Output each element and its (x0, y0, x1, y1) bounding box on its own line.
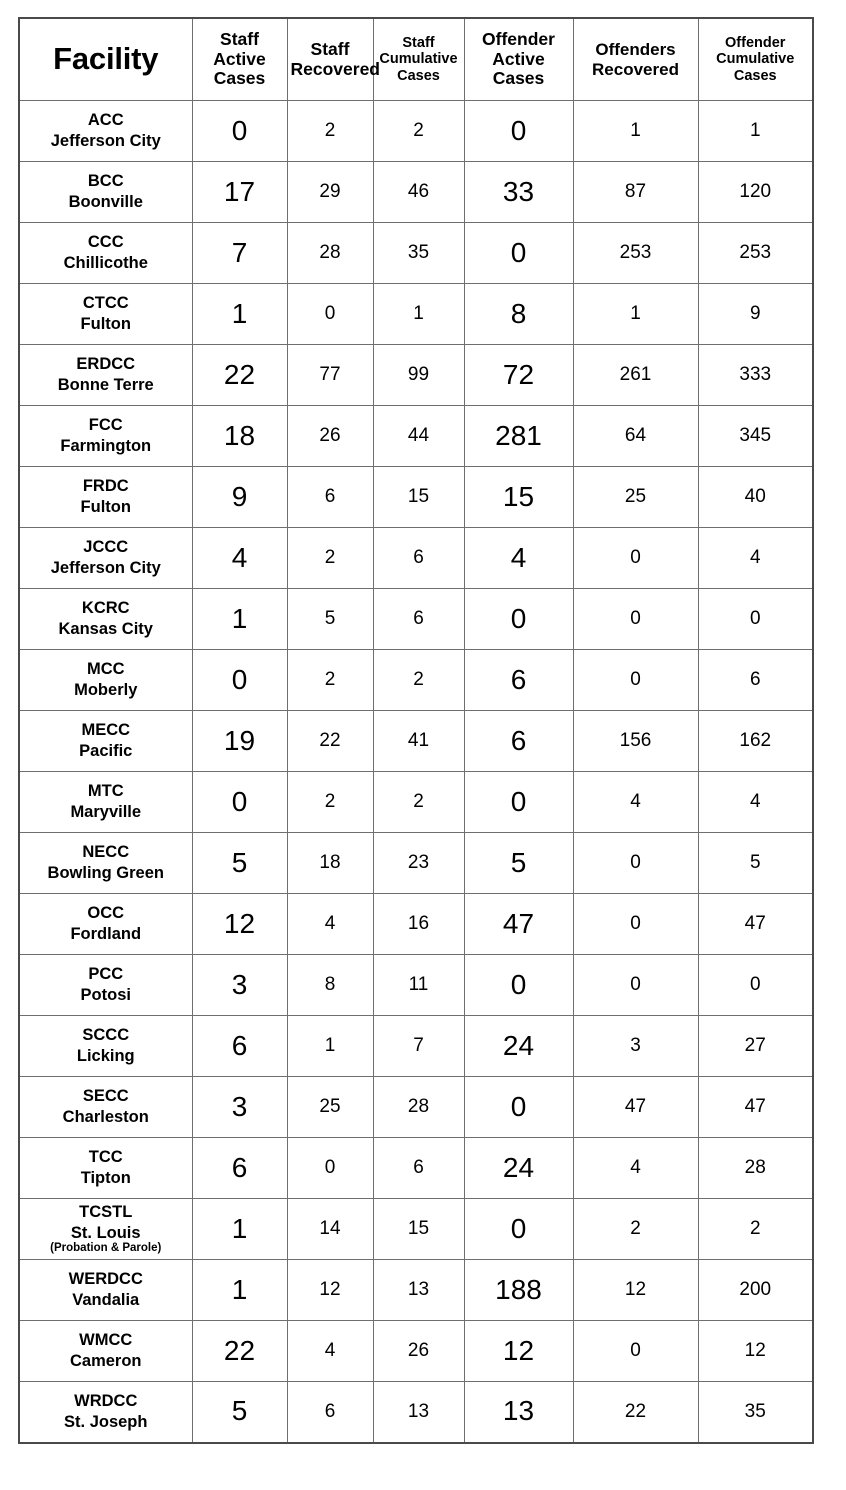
offenders-recovered-cell: 0 (573, 650, 698, 711)
facility-name-cell (19, 1077, 192, 1138)
facility-location: Tipton (80, 1169, 131, 1187)
facility-name-cell (19, 1260, 192, 1321)
offenders-recovered-cell: 261 (573, 345, 698, 406)
offender-active-cases-cell: 0 (464, 223, 573, 284)
facility-name-cell (19, 528, 192, 589)
table-row (19, 1382, 813, 1443)
header-line-2: Cumulative (379, 51, 458, 68)
staff-active-cases-cell: 0 (192, 650, 287, 711)
offender-cumulative-cases-cell: 4 (698, 772, 813, 833)
staff-cumulative-cases-cell: 41 (373, 711, 464, 772)
header-row (19, 18, 813, 101)
staff-active-cases-cell: 22 (192, 1321, 287, 1382)
column-header-offender-cumulative-cases (698, 18, 813, 101)
offenders-recovered-cell: 156 (573, 711, 698, 772)
staff-recovered-cell: 22 (287, 711, 373, 772)
header-line-1: Staff (310, 38, 350, 59)
offender-active-cases-cell: 72 (464, 345, 573, 406)
table-row (19, 955, 813, 1016)
staff-active-cases-cell: 0 (192, 101, 287, 162)
facility-code: ACC (87, 111, 124, 130)
staff-cumulative-cases-cell: 35 (373, 223, 464, 284)
facility-location: Potosi (80, 986, 131, 1004)
facility-location: Farmington (60, 437, 152, 455)
facility-name-cell (19, 467, 192, 528)
staff-cumulative-cases-cell: 11 (373, 955, 464, 1016)
facility-name-cell (19, 406, 192, 467)
facility-code: JCCC (83, 538, 129, 557)
table-row (19, 1321, 813, 1382)
facility-location: Charleston (62, 1108, 149, 1126)
facility-location: Fulton (80, 498, 131, 516)
offenders-recovered-cell: 0 (573, 833, 698, 894)
staff-recovered-cell: 77 (287, 345, 373, 406)
staff-cumulative-cases-cell: 44 (373, 406, 464, 467)
staff-active-cases-cell: 1 (192, 589, 287, 650)
header-line-1: Offenders (595, 40, 676, 60)
facility-name-cell (19, 955, 192, 1016)
offender-cumulative-cases-cell: 0 (698, 955, 813, 1016)
facility-name-cell (19, 1138, 192, 1199)
staff-cumulative-cases-cell: 1 (373, 284, 464, 345)
column-header-offenders-recovered (573, 18, 698, 101)
staff-recovered-cell: 2 (287, 101, 373, 162)
table-row (19, 1138, 813, 1199)
offender-cumulative-cases-cell: 5 (698, 833, 813, 894)
facility-code: FCC (88, 416, 123, 435)
table-body (19, 101, 813, 1443)
offender-cumulative-cases-cell: 47 (698, 1077, 813, 1138)
header-line-2: Recovered (592, 59, 679, 79)
offender-cumulative-cases-cell: 333 (698, 345, 813, 406)
offender-cumulative-cases-cell: 28 (698, 1138, 813, 1199)
offenders-recovered-cell: 12 (573, 1260, 698, 1321)
offenders-recovered-cell: 0 (573, 528, 698, 589)
offender-active-cases-cell: 281 (464, 406, 573, 467)
staff-cumulative-cases-cell: 13 (373, 1260, 464, 1321)
offenders-recovered-cell: 253 (573, 223, 698, 284)
facility-name-cell (19, 162, 192, 223)
facility-name-cell (19, 101, 192, 162)
header-line-3: Cases (492, 68, 545, 89)
table-row (19, 650, 813, 711)
staff-recovered-cell: 5 (287, 589, 373, 650)
facility-location: Fordland (70, 925, 142, 943)
offenders-recovered-cell: 87 (573, 162, 698, 223)
offenders-recovered-cell: 0 (573, 589, 698, 650)
staff-cumulative-cases-cell: 2 (373, 101, 464, 162)
offender-active-cases-cell: 0 (464, 772, 573, 833)
facility-location: Fulton (80, 315, 131, 333)
facility-name-cell (19, 284, 192, 345)
staff-active-cases-cell: 5 (192, 1382, 287, 1443)
facility-name-cell (19, 711, 192, 772)
offender-active-cases-cell: 8 (464, 284, 573, 345)
staff-active-cases-cell: 6 (192, 1138, 287, 1199)
staff-active-cases-cell: 18 (192, 406, 287, 467)
column-header-staff-recovered (287, 18, 380, 101)
table-row (19, 101, 813, 162)
header-line-2: Cumulative (716, 51, 795, 68)
staff-recovered-cell: 12 (287, 1260, 373, 1321)
staff-cumulative-cases-cell: 26 (373, 1321, 464, 1382)
staff-recovered-cell: 2 (287, 772, 373, 833)
facility-location: Vandalia (72, 1291, 140, 1309)
facility-code: SCCC (82, 1026, 130, 1045)
offender-cumulative-cases-cell: 6 (698, 650, 813, 711)
staff-recovered-cell: 6 (287, 467, 373, 528)
staff-recovered-cell: 29 (287, 162, 373, 223)
facility-name-cell (19, 772, 192, 833)
staff-active-cases-cell: 1 (192, 284, 287, 345)
offender-cumulative-cases-cell: 47 (698, 894, 813, 955)
staff-cumulative-cases-cell: 6 (373, 589, 464, 650)
staff-recovered-cell: 4 (287, 1321, 373, 1382)
facility-code: MECC (81, 721, 131, 740)
facility-code: WERDCC (68, 1270, 143, 1289)
facility-name-cell (19, 650, 192, 711)
facility-location: Kansas City (58, 620, 153, 638)
table-row (19, 1016, 813, 1077)
table-row (19, 1199, 813, 1260)
header-line-3: Cases (733, 67, 777, 84)
facility-name-cell (19, 589, 192, 650)
staff-active-cases-cell: 1 (192, 1199, 287, 1260)
staff-active-cases-cell: 17 (192, 162, 287, 223)
offenders-recovered-cell: 4 (573, 772, 698, 833)
table-row (19, 223, 813, 284)
column-header-facility: Facility (19, 18, 192, 101)
offender-active-cases-cell: 6 (464, 711, 573, 772)
facility-location: Licking (76, 1047, 135, 1065)
staff-active-cases-cell: 12 (192, 894, 287, 955)
offenders-recovered-cell: 64 (573, 406, 698, 467)
facility-note: (Probation & Parole) (50, 1242, 162, 1255)
facility-name-cell (19, 833, 192, 894)
offenders-recovered-cell: 0 (573, 894, 698, 955)
facility-name-cell (19, 223, 192, 284)
table-row (19, 894, 813, 955)
offenders-recovered-cell: 3 (573, 1016, 698, 1077)
offenders-recovered-cell: 1 (573, 101, 698, 162)
column-header-staff-cumulative-cases (373, 18, 464, 101)
offender-cumulative-cases-cell: 345 (698, 406, 813, 467)
staff-recovered-cell: 6 (287, 1382, 373, 1443)
facility-location: Bowling Green (47, 864, 164, 882)
offender-active-cases-cell: 188 (464, 1260, 573, 1321)
header-line-2: Recovered (290, 58, 380, 79)
offender-cumulative-cases-cell: 0 (698, 589, 813, 650)
table-row (19, 284, 813, 345)
offender-cumulative-cases-cell: 253 (698, 223, 813, 284)
table-row (19, 1077, 813, 1138)
table-row (19, 467, 813, 528)
offender-cumulative-cases-cell: 12 (698, 1321, 813, 1382)
facility-code: MTC (87, 782, 124, 801)
staff-active-cases-cell: 3 (192, 955, 287, 1016)
staff-active-cases-cell: 0 (192, 772, 287, 833)
facility-code: MCC (86, 660, 125, 679)
facility-code: FRDC (82, 477, 129, 496)
facility-location: Jefferson City (50, 559, 161, 577)
offender-active-cases-cell: 4 (464, 528, 573, 589)
column-header-staff-active-cases (192, 18, 287, 101)
offender-cumulative-cases-cell: 9 (698, 284, 813, 345)
staff-cumulative-cases-cell: 16 (373, 894, 464, 955)
offender-cumulative-cases-cell: 2 (698, 1199, 813, 1260)
staff-cumulative-cases-cell: 46 (373, 162, 464, 223)
offenders-recovered-cell: 47 (573, 1077, 698, 1138)
facility-code: BCC (87, 172, 124, 191)
staff-cumulative-cases-cell: 2 (373, 772, 464, 833)
offenders-recovered-cell: 1 (573, 284, 698, 345)
facility-code: TCC (88, 1148, 123, 1167)
offender-active-cases-cell: 6 (464, 650, 573, 711)
offender-cumulative-cases-cell: 27 (698, 1016, 813, 1077)
offenders-recovered-cell: 0 (573, 955, 698, 1016)
staff-recovered-cell: 2 (287, 650, 373, 711)
table-row (19, 589, 813, 650)
facility-location: Cameron (69, 1352, 142, 1370)
facility-name-cell (19, 1321, 192, 1382)
facility-code: CTCC (82, 294, 129, 313)
header-line-2: Active (213, 48, 266, 69)
offender-active-cases-cell: 0 (464, 101, 573, 162)
header-line-1: Staff (220, 29, 259, 50)
staff-recovered-cell: 0 (287, 284, 373, 345)
table-row (19, 162, 813, 223)
facility-location: Jefferson City (50, 132, 161, 150)
staff-cumulative-cases-cell: 15 (373, 1199, 464, 1260)
facility-code: ERDCC (76, 355, 136, 374)
facility-code: NECC (82, 843, 130, 862)
facility-code: PCC (88, 965, 124, 984)
staff-recovered-cell: 8 (287, 955, 373, 1016)
facility-location: St. Louis (70, 1223, 141, 1242)
facility-name-cell (19, 345, 192, 406)
staff-active-cases-cell: 3 (192, 1077, 287, 1138)
staff-cumulative-cases-cell: 6 (373, 528, 464, 589)
offender-active-cases-cell: 13 (464, 1382, 573, 1443)
offenders-recovered-cell: 2 (573, 1199, 698, 1260)
header-line-3: Cases (397, 67, 440, 84)
staff-active-cases-cell: 4 (192, 528, 287, 589)
facility-name-cell (19, 1382, 192, 1443)
table-row (19, 345, 813, 406)
offender-cumulative-cases-cell: 4 (698, 528, 813, 589)
staff-cumulative-cases-cell: 28 (373, 1077, 464, 1138)
header-line-2: Active (492, 48, 545, 69)
table-header (19, 18, 813, 101)
table-row (19, 772, 813, 833)
staff-cumulative-cases-cell: 23 (373, 833, 464, 894)
staff-recovered-cell: 28 (287, 223, 373, 284)
facility-code: WRDCC (74, 1392, 138, 1411)
facility-code: WMCC (79, 1331, 133, 1350)
staff-recovered-cell: 26 (287, 406, 373, 467)
staff-active-cases-cell: 1 (192, 1260, 287, 1321)
table-row (19, 711, 813, 772)
offender-active-cases-cell: 15 (464, 467, 573, 528)
facility-case-table (18, 17, 814, 1444)
offenders-recovered-cell: 0 (573, 1321, 698, 1382)
facility-location: Pacific (79, 742, 133, 760)
facility-name-cell (19, 894, 192, 955)
staff-recovered-cell: 25 (287, 1077, 373, 1138)
staff-recovered-cell: 18 (287, 833, 373, 894)
header-line-1: Offender (482, 29, 555, 50)
offender-active-cases-cell: 0 (464, 955, 573, 1016)
offenders-recovered-cell: 22 (573, 1382, 698, 1443)
table-row (19, 1260, 813, 1321)
offender-cumulative-cases-cell: 120 (698, 162, 813, 223)
offender-cumulative-cases-cell: 35 (698, 1382, 813, 1443)
staff-recovered-cell: 1 (287, 1016, 373, 1077)
facility-location: Moberly (74, 681, 138, 699)
staff-recovered-cell: 4 (287, 894, 373, 955)
header-line-1: Staff (402, 35, 435, 52)
offender-active-cases-cell: 24 (464, 1138, 573, 1199)
offender-active-cases-cell: 5 (464, 833, 573, 894)
offender-active-cases-cell: 0 (464, 1077, 573, 1138)
header-line-1: Offender (725, 35, 786, 52)
offender-cumulative-cases-cell: 40 (698, 467, 813, 528)
offenders-recovered-cell: 4 (573, 1138, 698, 1199)
staff-cumulative-cases-cell: 6 (373, 1138, 464, 1199)
facility-code: TCSTL (79, 1202, 133, 1221)
staff-cumulative-cases-cell: 99 (373, 345, 464, 406)
staff-cumulative-cases-cell: 2 (373, 650, 464, 711)
facility-location: Boonville (68, 193, 143, 211)
table-row (19, 833, 813, 894)
facility-name-cell (19, 1016, 192, 1077)
facility-location: Bonne Terre (57, 376, 154, 394)
staff-active-cases-cell: 5 (192, 833, 287, 894)
facility-location: Chillicothe (63, 254, 148, 272)
staff-cumulative-cases-cell: 15 (373, 467, 464, 528)
facility-code: SECC (82, 1087, 129, 1106)
facility-location: Maryville (70, 803, 142, 821)
offender-active-cases-cell: 0 (464, 589, 573, 650)
offenders-recovered-cell: 25 (573, 467, 698, 528)
staff-recovered-cell: 0 (287, 1138, 373, 1199)
staff-active-cases-cell: 22 (192, 345, 287, 406)
offender-active-cases-cell: 47 (464, 894, 573, 955)
table-row (19, 406, 813, 467)
staff-recovered-cell: 14 (287, 1199, 373, 1260)
staff-active-cases-cell: 19 (192, 711, 287, 772)
staff-cumulative-cases-cell: 7 (373, 1016, 464, 1077)
staff-cumulative-cases-cell: 13 (373, 1382, 464, 1443)
offender-cumulative-cases-cell: 162 (698, 711, 813, 772)
header-line-3: Cases (213, 68, 266, 89)
facility-location: St. Joseph (64, 1412, 148, 1431)
facility-code: OCC (87, 904, 125, 923)
offender-cumulative-cases-cell: 200 (698, 1260, 813, 1321)
offender-active-cases-cell: 12 (464, 1321, 573, 1382)
facility-case-table-container (18, 17, 812, 1444)
facility-name-cell (19, 1199, 192, 1260)
facility-code: CCC (87, 233, 124, 252)
staff-active-cases-cell: 9 (192, 467, 287, 528)
staff-active-cases-cell: 6 (192, 1016, 287, 1077)
offender-active-cases-cell: 24 (464, 1016, 573, 1077)
column-header-offender-active-cases (464, 18, 573, 101)
offender-active-cases-cell: 0 (464, 1199, 573, 1260)
staff-active-cases-cell: 7 (192, 223, 287, 284)
staff-recovered-cell: 2 (287, 528, 373, 589)
offender-cumulative-cases-cell: 1 (698, 101, 813, 162)
facility-code: KCRC (81, 599, 130, 618)
table-row (19, 528, 813, 589)
offender-active-cases-cell: 33 (464, 162, 573, 223)
